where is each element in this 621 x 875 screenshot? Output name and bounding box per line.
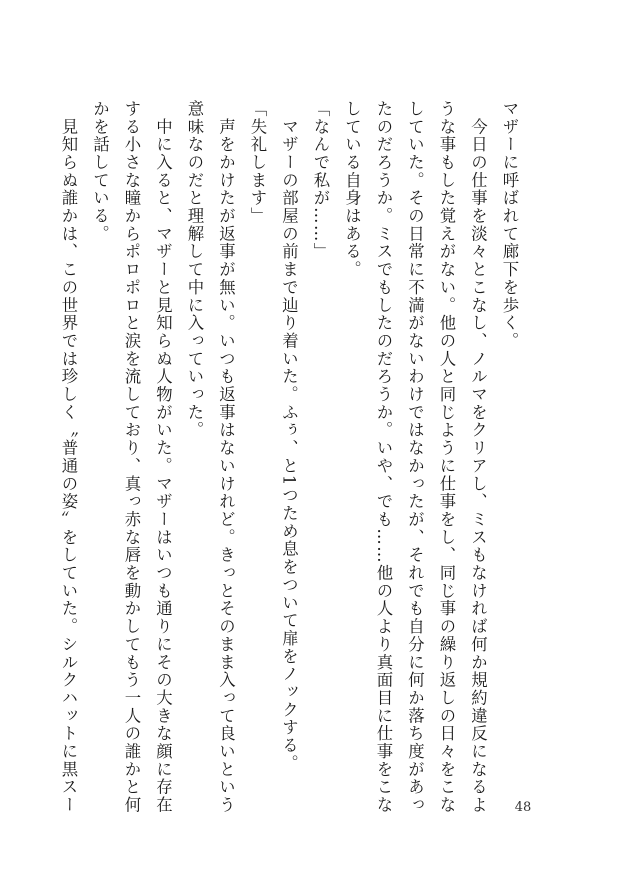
text-line: マザーに呼ばれて廊下を歩く。 (500, 100, 519, 350)
text-line: うな事もした覚えがない。他の人と同じように仕事をし、同じ事の繰り返しの日々をこな (437, 100, 456, 814)
text-line: マザーの部屋の前まで辿り着いた。ふぅ、と1つため息をついて扉をノックする。 (279, 100, 299, 773)
page-number: 48 (514, 800, 532, 815)
text-line: 中に入ると、マザーと見知らぬ人物がいた。マザーはいつも通りにその大きな顔に存在 (153, 100, 173, 814)
text-line: かを話している。 (90, 100, 110, 243)
text-line: する小さな瞳からポロポロと涙を流しており、真っ赤な唇を動かしてもう一人の誰かと何 (122, 100, 141, 814)
text-line: 見知らぬ誰かは、この世界では珍しく〝普通の姿〟をしていた。シルクハットに黒スー (59, 100, 78, 814)
text-line: していた。その日常に不満がないわけではなかったが、それでも自分に何か落ち度があっ (405, 100, 425, 814)
text-line: 声をかけたが返事が無い。いつも返事はないけれど。きっとそのまま入って良いという (216, 100, 236, 814)
text-line: 意味なのだと理解して中に入っていった。 (185, 100, 204, 440)
text-line: している自身はある。 (342, 100, 362, 279)
text-line: たのだろうか。ミスでもしたのだろうか。いや、でも……他の人より真面目に仕事をこな (374, 100, 393, 814)
text-line: 「失礼します」 (248, 100, 267, 225)
text-line: 今日の仕事を淡々とこなし、ノルマをクリアし、ミスもなければ何か規約違反になるよ (468, 100, 488, 814)
text-line: 「なんで私が……」 (311, 100, 330, 261)
